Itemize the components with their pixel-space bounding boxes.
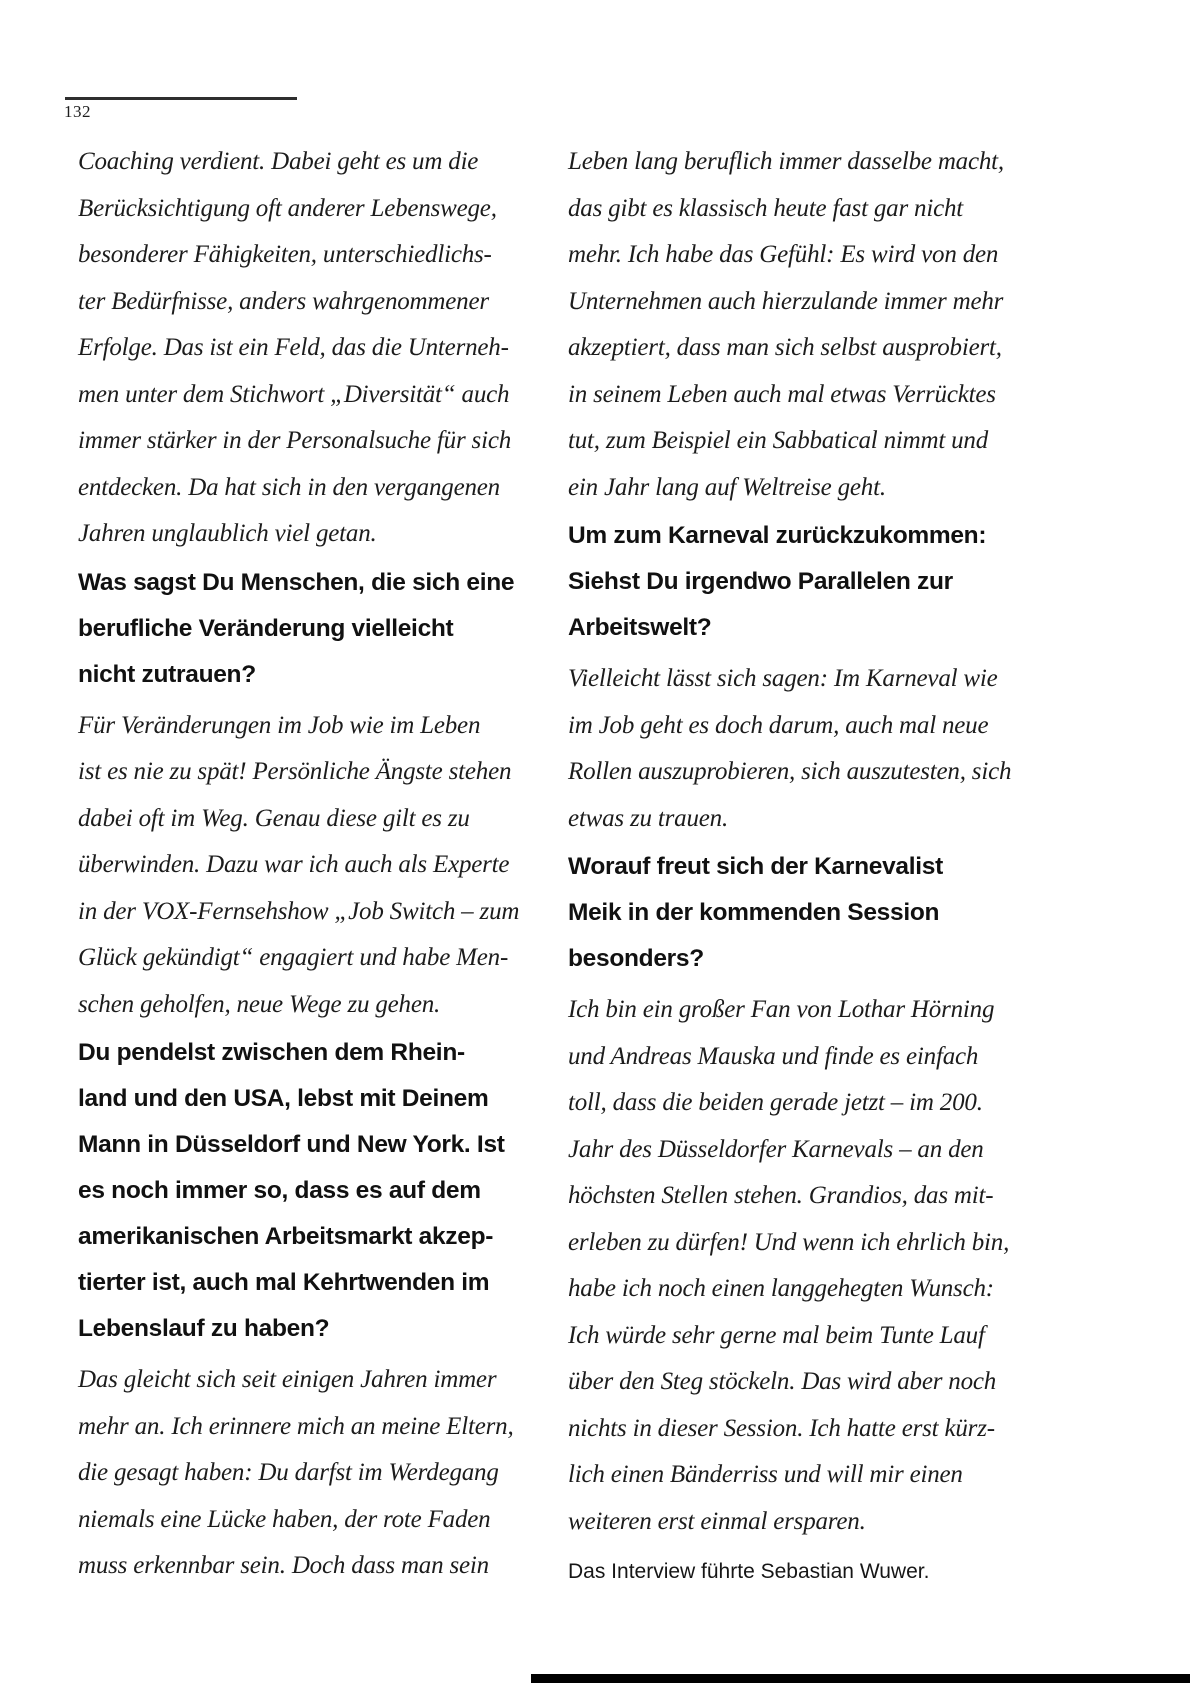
text-line: über den Steg stöckeln. Das wird aber noch bbox=[568, 1368, 997, 1395]
text-line: Ich würde sehr gerne mal beim Tunte Lauf bbox=[568, 1321, 985, 1349]
text-line: tut, zum Beispiel ein Sabbatical nimmt und bbox=[568, 427, 989, 454]
text-line: und Andreas Mauska und finde es einfach bbox=[568, 1042, 979, 1070]
text-line: Das Interview führte Sebastian Wuwer. bbox=[568, 1560, 930, 1583]
text-line: berufliche Veränderung vielleicht bbox=[78, 614, 454, 642]
interview-answer bbox=[78, 139, 538, 558]
text-line: habe ich noch einen langgehegten Wunsch: bbox=[568, 1275, 994, 1302]
text-line: Rollen auszuprobieren, sich auszutesten, sich bbox=[568, 758, 1012, 785]
text-line: dabei oft im Weg. Genau diese gilt es zu bbox=[78, 804, 470, 832]
text-line: erleben zu dürfen! Und wenn ich ehrlich bin, bbox=[568, 1228, 1010, 1256]
text-line: ein Jahr lang auf Weltreise geht. bbox=[568, 473, 886, 501]
text-line: Leben lang beruflich immer dasselbe macht, bbox=[568, 148, 1004, 175]
text-line: nichts in dieser Session. Ich hatte erst kürz- bbox=[568, 1414, 995, 1442]
text-line: Mann in Düsseldorf und New York. Ist bbox=[78, 1131, 505, 1158]
text-line: Meik in der kommenden Session bbox=[568, 899, 940, 926]
text-line: Arbeitswelt? bbox=[568, 614, 712, 641]
text-line: weiteren erst einmal ersparen. bbox=[568, 1507, 866, 1535]
text-line: Jahr des Düsseldorfer Karnevals – an den bbox=[568, 1135, 984, 1163]
text-line: Unternehmen auch hierzulande immer mehr bbox=[568, 287, 1004, 315]
interview-answer bbox=[568, 656, 1030, 842]
text-line: die gesagt haben: Du darfst im Werdegang bbox=[78, 1459, 499, 1486]
text-line: Das gleicht sich seit einigen Jahren immer bbox=[78, 1366, 497, 1393]
text-line: mehr. Ich habe das Gefühl: Es wird von den bbox=[568, 241, 999, 268]
text-line: land und den USA, lebst mit Deinem bbox=[78, 1085, 489, 1112]
text-line: schen geholfen, neue Wege zu gehen. bbox=[78, 990, 441, 1018]
text-line: mehr an. Ich erinnere mich an meine Eltern, bbox=[78, 1412, 514, 1440]
text-line: Jahren unglaublich viel getan. bbox=[78, 520, 377, 547]
text-line: in der VOX-Fernsehshow „Job Switch – zum bbox=[78, 897, 520, 925]
interview-answer bbox=[78, 1357, 538, 1590]
text-line: im Job geht es doch darum, auch mal neue bbox=[568, 711, 989, 739]
text-line: Um zum Karneval zurückzukommen: bbox=[568, 522, 987, 549]
text-line: Du pendelst zwischen dem Rhein- bbox=[78, 1039, 465, 1066]
interview-question bbox=[568, 844, 1030, 982]
text-line: immer stärker in der Personalsuche für sich bbox=[78, 427, 512, 454]
page-number: 132 bbox=[64, 102, 91, 121]
page-number-rule bbox=[65, 97, 297, 100]
text-line: das gibt es klassisch heute fast gar nicht bbox=[568, 194, 964, 222]
text-line: Ich bin ein großer Fan von Lothar Hörning bbox=[568, 996, 995, 1023]
text-line: besonders? bbox=[568, 945, 704, 972]
text-line: ter Bedürfnisse, anders wahrgenommener bbox=[78, 287, 489, 315]
interview-answer bbox=[78, 703, 538, 1029]
text-line: tierter ist, auch mal Kehrtwenden im bbox=[78, 1269, 490, 1296]
text-line: Coaching verdient. Dabei geht es um die bbox=[78, 148, 479, 175]
text-line: besonderer Fähigkeiten, unterschiedlichs- bbox=[78, 241, 492, 268]
text-line: Lebenslauf zu haben? bbox=[78, 1315, 330, 1342]
text-line: Siehst Du irgendwo Parallelen zur bbox=[568, 568, 953, 595]
text-line: Was sagst Du Menschen, die sich eine bbox=[78, 568, 515, 596]
text-line: toll, dass die beiden gerade jetzt – im 200. bbox=[568, 1089, 983, 1116]
text-line: entdecken. Da hat sich in den vergangenen bbox=[78, 473, 500, 501]
text-line: Glück gekündigt“ engagiert und habe Men- bbox=[78, 944, 509, 971]
text-line: nicht zutrauen? bbox=[78, 660, 256, 688]
text-line: muss erkennbar sein. Doch dass man sein bbox=[78, 1552, 489, 1579]
text-line: men unter dem Stichwort „Diversität“ auch bbox=[78, 380, 510, 408]
text-line: ist es nie zu spät! Persönliche Ängste stehen bbox=[78, 758, 512, 785]
left-column bbox=[78, 139, 538, 1590]
text-line: akzeptiert, dass man sich selbst ausprobiert, bbox=[568, 334, 1002, 361]
text-line: Berücksichtigung oft anderer Lebenswege, bbox=[78, 194, 497, 222]
text-line: Erfolge. Das ist ein Feld, das die Unterneh- bbox=[78, 334, 509, 361]
right-column bbox=[568, 139, 1030, 1587]
interview-answer bbox=[568, 987, 1030, 1545]
text-line: höchsten Stellen stehen. Grandios, das mit- bbox=[568, 1182, 994, 1209]
text-line: Worauf freut sich der Karnevalist bbox=[568, 853, 943, 880]
text-line: es noch immer so, dass es auf dem bbox=[78, 1177, 481, 1204]
text-line: lich einen Bänderriss und will mir einen bbox=[568, 1461, 963, 1488]
text-line: Vielleicht lässt sich sagen: Im Karneval wie bbox=[568, 665, 998, 692]
text-line: amerikanischen Arbeitsmarkt akzep- bbox=[78, 1223, 494, 1250]
text-line: niemals eine Lücke haben, der rote Faden bbox=[78, 1505, 491, 1533]
interview-question bbox=[78, 1030, 538, 1352]
text-line: etwas zu trauen. bbox=[568, 804, 728, 832]
bottom-edge-bar bbox=[531, 1674, 1190, 1683]
text-line: in seinem Leben auch mal etwas Verrücktes bbox=[568, 380, 996, 408]
interview-answer bbox=[568, 139, 1030, 511]
text-line: Für Veränderungen im Job wie im Leben bbox=[78, 711, 481, 739]
interview-credit-line bbox=[568, 1557, 1030, 1587]
interview-question bbox=[568, 513, 1030, 651]
text-line: überwinden. Dazu war ich auch als Experte bbox=[78, 851, 510, 878]
interview-question bbox=[78, 560, 538, 698]
